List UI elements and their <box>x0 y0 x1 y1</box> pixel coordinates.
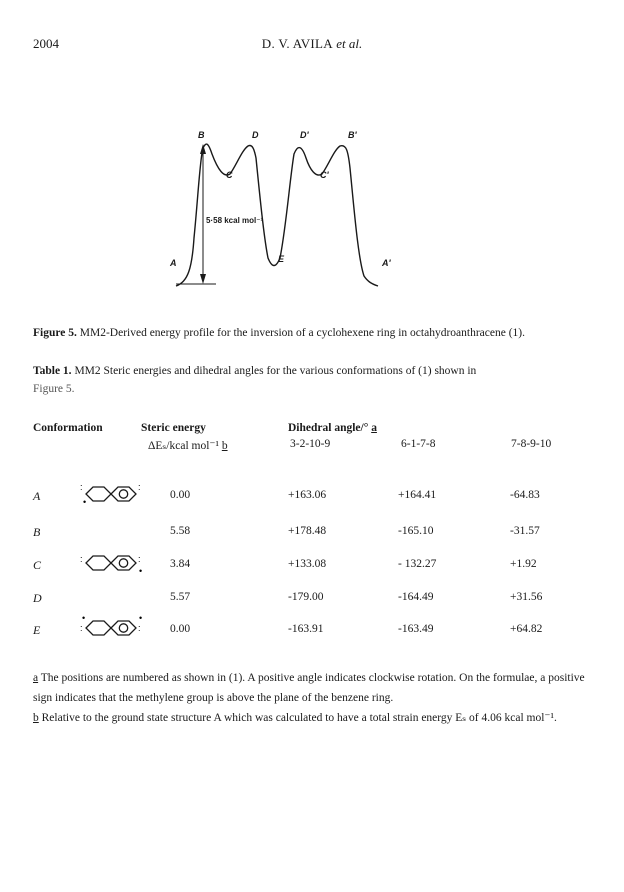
energy-profile-svg <box>160 118 420 296</box>
footnote-a <box>33 668 593 708</box>
svg-text::: : <box>80 623 83 633</box>
molecule-A-icon <box>80 481 144 507</box>
svg-text::: : <box>138 482 141 492</box>
figure-caption-label: Figure 5. <box>33 327 77 339</box>
molecule-C-icon <box>80 550 144 576</box>
table-caption <box>33 362 593 398</box>
running-head-authors: D. V. AVILA <box>261 36 333 51</box>
page-number: 2004 <box>33 36 59 51</box>
row-D-energy: 5.57 <box>170 591 191 603</box>
molecule-E-icon <box>80 615 144 641</box>
row-A-d3: -64.83 <box>510 489 540 501</box>
label-A-prime: A' <box>382 258 391 268</box>
row-E-d3: +64.82 <box>510 623 543 635</box>
row-B-energy: 5.58 <box>170 525 191 537</box>
row-label-D: D <box>33 591 42 605</box>
header-dihedral-note: a <box>371 422 377 434</box>
figure-caption-text: MM2-Derived energy profile for the inversion of a cyclohexene ring in octahydroanthracene (1). <box>76 327 525 339</box>
table-footnotes <box>33 668 593 728</box>
row-E-d2: -163.49 <box>398 623 434 635</box>
label-E: E <box>278 254 285 264</box>
row-label-B: B <box>33 525 41 539</box>
header-delta-text: ΔEₛ/kcal mol⁻¹ <box>148 440 219 452</box>
footnote-b-text: Relative to the ground state structure A which was calculated to have a total strain energy Eₛ of 4.06 kcal mol⁻¹. <box>38 712 557 724</box>
row-B-d3: -31.57 <box>510 525 540 537</box>
svg-text:•: • <box>83 497 87 507</box>
header-col2: 6-1-7-8 <box>401 438 436 450</box>
header-dihedral-text: Dihedral angle/° <box>288 422 369 434</box>
footnote-b <box>33 708 593 728</box>
row-A-energy: 0.00 <box>170 489 191 501</box>
row-E-energy: 0.00 <box>170 623 191 635</box>
row-D-d3: +31.56 <box>510 591 543 603</box>
row-C-energy: 3.84 <box>170 558 191 570</box>
svg-text:•: • <box>139 615 143 623</box>
row-A-d1: +163.06 <box>288 489 327 501</box>
row-label-C: C <box>33 558 42 572</box>
running-head <box>0 36 624 52</box>
row-C-d2: - 132.27 <box>398 558 437 570</box>
footnote-a-mark: a <box>33 672 39 684</box>
row-C-d1: +133.08 <box>288 558 327 570</box>
label-A: A <box>170 258 177 268</box>
svg-text::: : <box>138 554 141 564</box>
label-D: D <box>252 130 259 140</box>
svg-text::: : <box>80 482 83 492</box>
label-C: C <box>226 170 233 180</box>
header-steric: Steric energy <box>141 422 206 434</box>
row-label-E: E <box>33 623 41 637</box>
row-label-A: A <box>33 489 41 503</box>
svg-text::: : <box>80 554 83 564</box>
row-D-d1: -179.00 <box>288 591 324 603</box>
header-dihedral <box>288 422 377 434</box>
header-conformation: Conformation <box>33 422 103 434</box>
energy-barrier-label: 5·58 kcal mol⁻¹ <box>206 216 264 225</box>
energy-arrow-head-bottom <box>200 274 206 284</box>
svg-text:•: • <box>82 615 86 623</box>
header-col3: 7-8-9-10 <box>511 438 552 450</box>
svg-text:•: • <box>139 566 143 576</box>
label-B-prime: B' <box>348 130 357 140</box>
figure-caption <box>33 327 525 339</box>
energy-profile-figure <box>160 118 420 296</box>
table-caption-text: MM2 Steric energies and dihedral angles for the various conformations of (1) shown in <box>71 365 477 377</box>
header-delta <box>148 438 228 452</box>
row-B-d1: +178.48 <box>288 525 327 537</box>
table-caption-line2: Figure 5. <box>33 383 75 395</box>
row-E-d1: -163.91 <box>288 623 324 635</box>
label-B: B <box>198 130 205 140</box>
header-col1: 3-2-10-9 <box>290 438 331 450</box>
row-C-d3: +1.92 <box>510 558 537 570</box>
header-delta-note: b <box>221 440 228 452</box>
label-D-prime: D' <box>300 130 309 140</box>
footnote-b-mark: b <box>33 712 39 724</box>
running-head-etal: et al. <box>336 36 363 51</box>
svg-text::: : <box>138 623 141 633</box>
row-A-d2: +164.41 <box>398 489 437 501</box>
label-C-prime: C' <box>320 170 329 180</box>
footnote-a-text: The positions are numbered as shown in (1). A positive angle indicates clockwise rotation. On the formulae, a positive sign indicates that the methylene group is above the plane of the benzene ring. <box>33 672 585 704</box>
table-caption-label: Table 1. <box>33 365 72 377</box>
row-B-d2: -165.10 <box>398 525 434 537</box>
row-D-d2: -164.49 <box>398 591 434 603</box>
